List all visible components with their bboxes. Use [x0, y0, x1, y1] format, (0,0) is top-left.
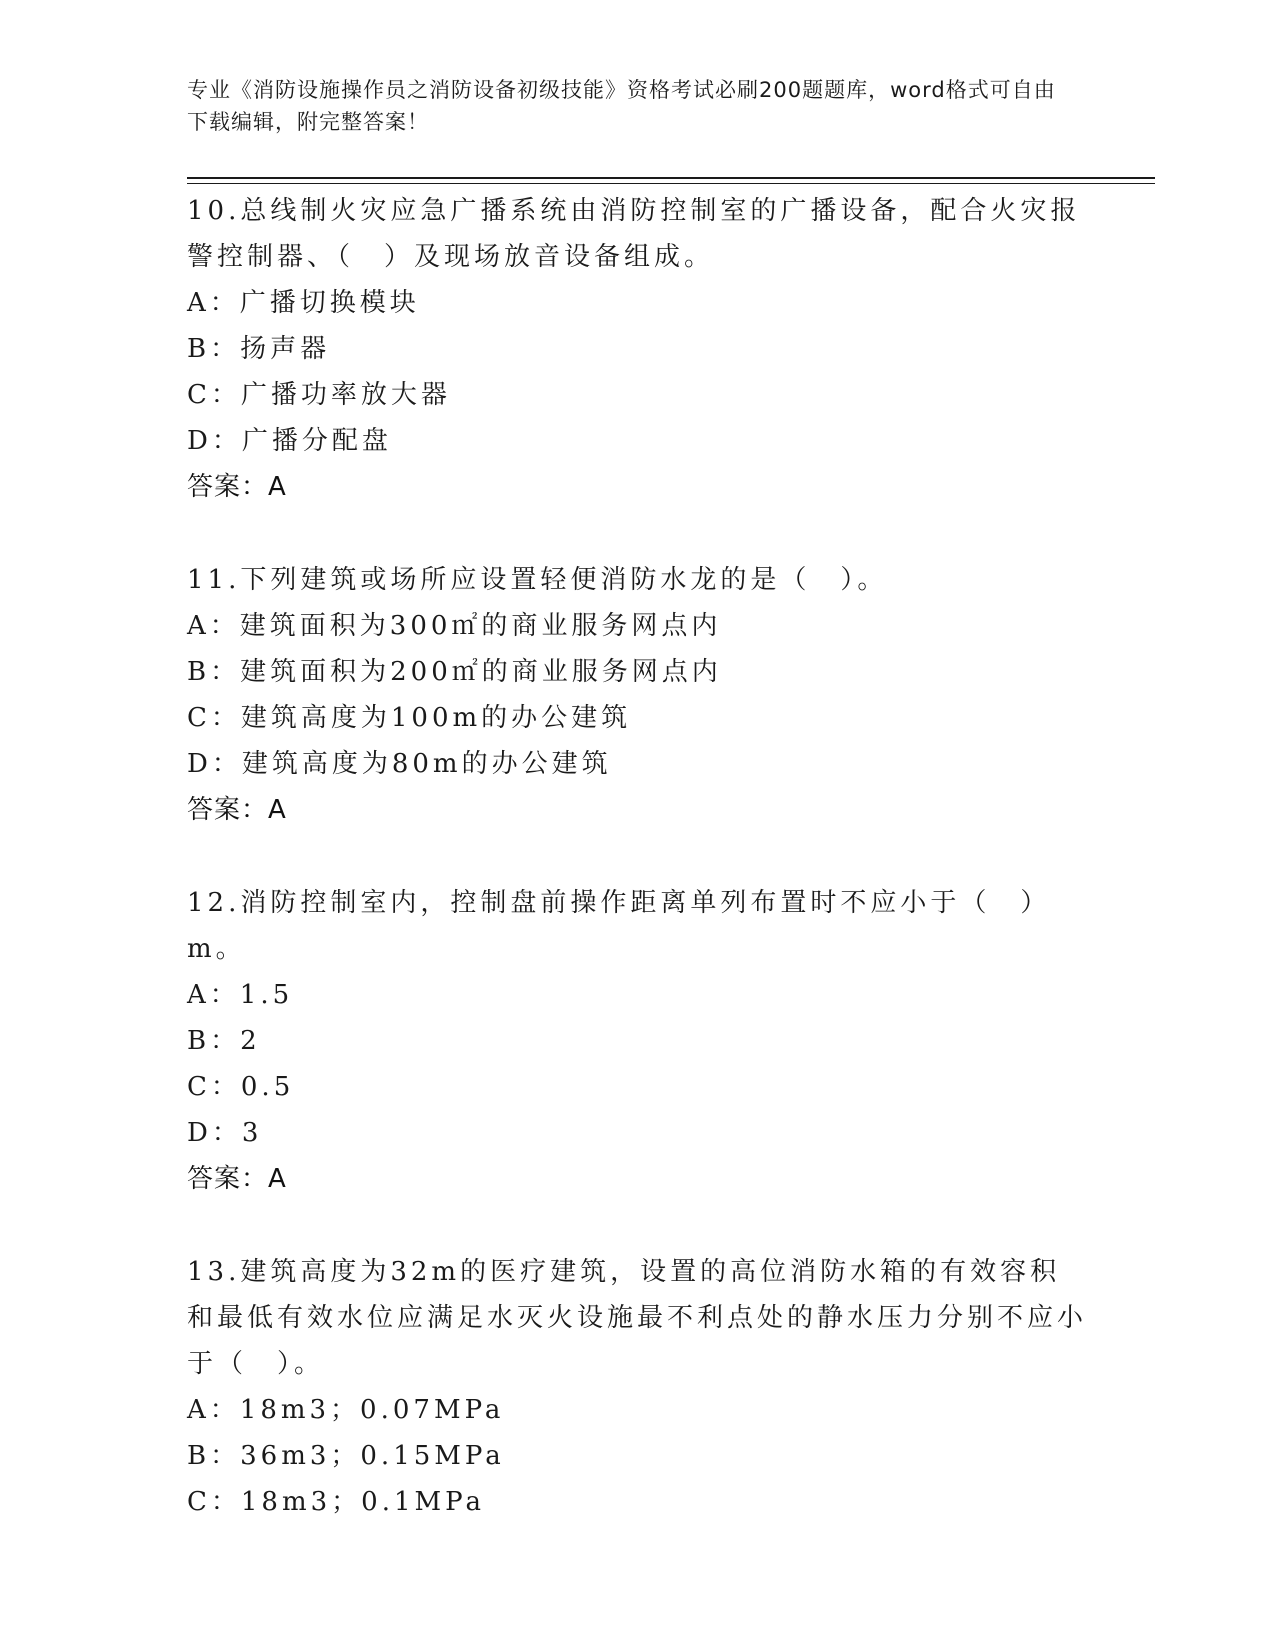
option-c: C：0.5	[187, 1072, 295, 1102]
question-11	[187, 557, 1087, 833]
question-list	[187, 188, 1087, 1572]
option-d: D：建筑高度为80m的办公建筑	[187, 749, 612, 779]
question-stem: 12.消防控制室内，控制盘前操作距离单列布置时不应小于（ ）m。	[187, 888, 1051, 964]
option-c: C：广播功率放大器	[187, 380, 451, 410]
option-a: A：广播切换模块	[187, 288, 420, 318]
question-stem: 13.建筑高度为32m的医疗建筑，设置的高位消防水箱的有效容积和最低有效水位应满足水灭火设施最不利点处的静水压力分别不应小于（ ）。	[187, 1257, 1088, 1379]
question-12	[187, 880, 1087, 1202]
option-a: A：1.5	[187, 980, 294, 1010]
option-b: B：2	[187, 1026, 261, 1056]
question-stem: 11.下列建筑或场所应设置轻便消防水龙的是（ ）。	[187, 565, 888, 595]
header-divider	[187, 177, 1155, 179]
answer-line: 答案：A	[187, 795, 287, 825]
question-10	[187, 188, 1087, 510]
option-d: D：广播分配盘	[187, 426, 392, 456]
option-c: C：18m3；0.1MPa	[187, 1487, 485, 1517]
option-b: B：建筑面积为200㎡的商业服务网点内	[187, 657, 722, 687]
option-a: A：18m3；0.07MPa	[187, 1395, 505, 1425]
option-d: D：3	[187, 1118, 263, 1148]
header-divider-secondary	[187, 183, 1155, 184]
option-b: B：36m3；0.15MPa	[187, 1441, 505, 1471]
document-header: 专业《消防设施操作员之消防设备初级技能》资格考试必刷200题题库，word格式可自由下载编辑，附完整答案！	[187, 78, 1056, 134]
option-a: A：建筑面积为300㎡的商业服务网点内	[187, 611, 722, 641]
option-b: B：扬声器	[187, 334, 331, 364]
option-c: C：建筑高度为100m的办公建筑	[187, 703, 632, 733]
question-stem: 10.总线制火灾应急广播系统由消防控制室的广播设备，配合火灾报警控制器、（ ）及现场放音设备组成。	[187, 196, 1081, 272]
question-13	[187, 1249, 1087, 1525]
answer-line: 答案：A	[187, 472, 287, 502]
answer-line: 答案：A	[187, 1164, 287, 1194]
